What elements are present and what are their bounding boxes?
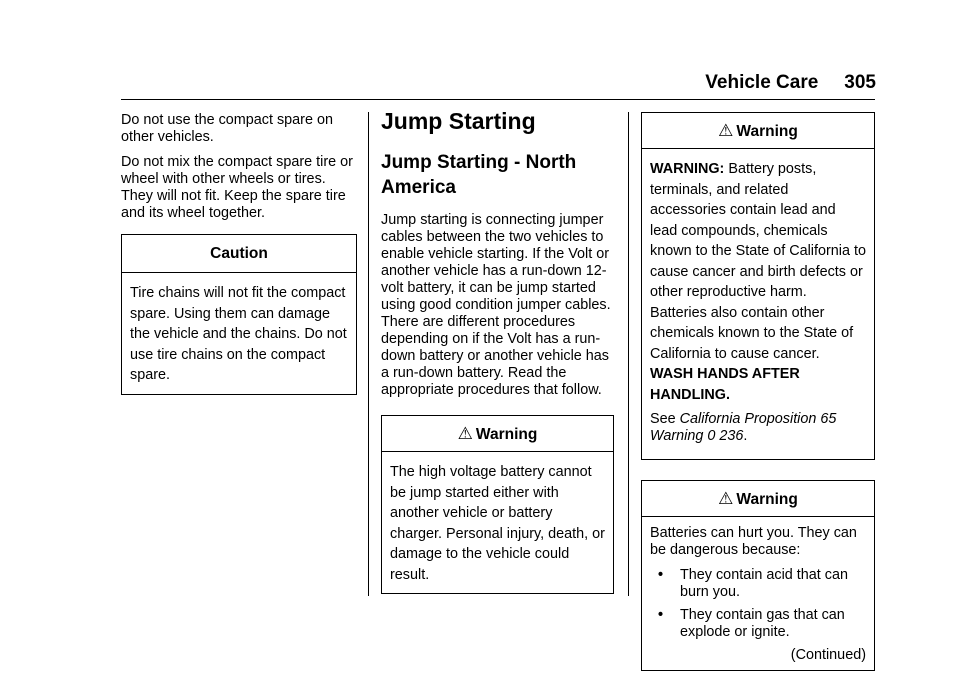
warning-box-high-voltage (381, 415, 614, 594)
caution-body: Tire chains will not fit the compact spare. Using them can damage the vehicle and the chains. Do not use tire chains on the compact spare. (130, 285, 347, 383)
column-1 (121, 112, 357, 395)
bullet-icon: • (658, 607, 664, 623)
page-ref-number[interactable]: 236 (719, 428, 744, 444)
warning-title: Warning (736, 491, 798, 508)
see-reference (650, 411, 866, 445)
list-item-text: They contain acid that can burn you. (680, 567, 848, 600)
warning-header (642, 481, 874, 517)
header-rule (121, 99, 875, 100)
see-suffix: . (743, 428, 748, 444)
warning-icon: ⚠ (457, 424, 473, 443)
warning-header (642, 113, 874, 149)
warning-box-battery-lead (641, 112, 875, 460)
paragraph-compact-spare-use: Do not use the compact spare on other vehicles. (121, 112, 333, 145)
warning-icon: ⚠ (718, 121, 734, 140)
prop65-link[interactable]: California Proposition 65 Warning (650, 411, 837, 444)
jump-starting-intro: Jump starting is connecting jumper cables between the two vehicles to enable vehicle starting. If the Volt or another vehicle has a run-down 12-volt battery, it can be jump started using good condition jumper cables. There are different procedures depending on if the Volt has a run-down battery or another vehicle has a run-down battery. Read the appropriate procedures that follow. (381, 212, 611, 398)
warning-body: The high voltage battery cannot be jump started either with another vehicle or battery charger. Personal injury, death, or damage to the vehicle could result. (390, 464, 605, 583)
warning-body (642, 517, 874, 670)
page-number: 305 (844, 72, 876, 93)
continued-note: (Continued) (790, 647, 866, 663)
warning-lead: Batteries can hurt you. They can be dangerous because: (650, 525, 857, 558)
column-2 (381, 108, 614, 594)
warning-title: Warning (736, 123, 798, 140)
subsection-heading: Jump Starting - North America (381, 152, 577, 198)
warning-icon: ⚠ (718, 489, 734, 508)
column-3 (641, 112, 875, 671)
warning-text: Battery posts, terminals, and related accessories contain lead and lead compounds, chemicals known to the State of California to cause cancer and birth defects or other reproductive harm. Batteries also contain other chemicals known to the State of California to cause cancer. (650, 161, 866, 362)
bullet-icon: • (658, 567, 664, 583)
warning-label: WARNING: (650, 161, 725, 177)
list-item-text: They contain gas that can explode or ignite. (680, 607, 845, 640)
list-item (658, 607, 866, 641)
prop65-text (650, 159, 866, 405)
paragraph-compact-spare-mix: Do not mix the compact spare tire or wheel with other wheels or tires. They will not fit. Keep the spare tire and its wheel together. (121, 154, 353, 221)
section-heading: Jump Starting (381, 108, 536, 134)
section-title: Vehicle Care (705, 72, 819, 93)
warning-emphasis: WASH HANDS AFTER HANDLING. (650, 366, 800, 403)
list-item (658, 567, 866, 601)
warning-title: Warning (475, 426, 538, 443)
caution-title: Caution (122, 235, 356, 273)
warning-header (382, 416, 613, 452)
column-divider-1 (368, 112, 369, 596)
column-divider-2 (628, 112, 629, 596)
warning-box-battery-danger (641, 480, 875, 671)
warning-body (642, 149, 874, 459)
page-header (705, 72, 876, 94)
page-ref-icon: 0 (707, 428, 716, 444)
caution-box (121, 234, 357, 395)
see-prefix: See (650, 411, 680, 427)
